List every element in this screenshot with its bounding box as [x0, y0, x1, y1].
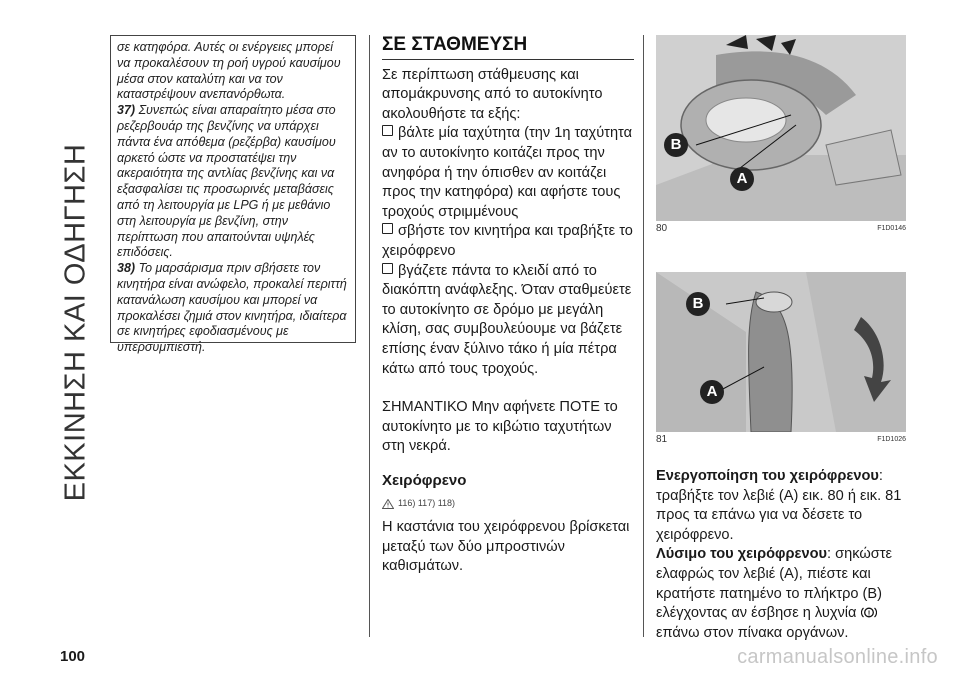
parking-step-3: βγάζετε πάντα το κλειδί από το διακόπτη ανάφλεξης. Όταν σταθμεύετε το αυτοκίνητο σε δρόμο με μεγάλη κλίση, σας συμβουλεύουμε να βάζετε επίσης έναν ξύλινο τάκο ή μία πέτρα κάτω από τους τροχούς.: [382, 262, 634, 380]
label-a-badge: A: [700, 380, 724, 404]
page-number: 100: [60, 648, 86, 665]
figure-80-image: [656, 35, 906, 221]
section-side-title: [46, 22, 106, 622]
label-b-badge: B: [686, 292, 710, 316]
handbrake-refs-text: 116) 117) 118): [398, 498, 456, 509]
release-text: : σηκώστε ελαφρώς τον λεβιέ (A), πιέστε και κρατήστε πατημένο το πλήκτρο (B) ελέγχοντας αν έσβησε η λυχνία: [656, 546, 893, 622]
figure-81-image: [656, 272, 906, 432]
note-38-text: Το μαρσάρισμα πριν σβήσετε τον κινητήρα είναι ανώφελο, προκαλεί περιττή κατανάλωση καυσίμου και μπορεί να προκαλέσει ζημιά στον κινητήρα, ιδιαίτερα σε κινητήρες εφοδιασμένους με υπερσυμπιεστή.: [117, 261, 347, 355]
figure-81-caption: [656, 434, 906, 445]
release-end: επάνω στον πίνακα οργάνων.: [656, 624, 849, 641]
brake-warning-lamp-icon: [861, 606, 877, 619]
column-divider: [369, 35, 370, 637]
parking-column: [382, 35, 634, 577]
note-37: [117, 103, 349, 261]
section-title-text: ΕΚΚΙΝΗΣΗ ΚΑΙ ΟΔΗΓΗΣΗ: [59, 143, 92, 501]
figure-81-code: F1D1026: [877, 436, 906, 443]
column-divider: [643, 35, 644, 637]
parking-step-1: βάλτε μία ταχύτητα (την 1η ταχύτητα αν το αυτοκίνητο κοιτάζει προς την ανηφόρα ή την όπισθεν αν κοιτάζει προς την κατηφόρα) και αφήστε τους τροχούς στριμμένους: [382, 124, 634, 222]
release-paragraph: [656, 545, 911, 623]
svg-text:!: !: [867, 610, 870, 618]
release-label: Λύσιμο του χειρόφρενου: [656, 546, 827, 563]
handbrake-heading: Χειρόφρενο: [382, 471, 467, 489]
handbrake-text: Η καστάνια του χειρόφρενου βρίσκεται μεταξύ των δύο μπροστινών καθισμάτων.: [382, 519, 630, 575]
figure-81-number: 81: [656, 434, 668, 445]
activate-label: Ενεργοποίηση του χειρόφρενου: [656, 468, 879, 484]
note-38: [117, 261, 349, 356]
handbrake-console-illustration: [656, 35, 906, 221]
note-intro: σε κατηφόρα. Αυτές οι ενέργειες μπορεί να προκαλέσουν τη ροή υγρού καυσίμου μέσα στον καταλύτη και να τον καταστρέψουν ανεπανόρθωτα.: [117, 40, 341, 102]
figure-80-code: F1D0146: [877, 225, 906, 232]
parking-intro: Σε περίπτωση στάθμευσης και απομάκρυνσης από το αυτοκίνητο ακολουθήστε τα εξής:: [382, 66, 603, 122]
figures-column: [656, 35, 911, 643]
handbrake-refs: [382, 494, 634, 514]
activate-text: : τραβήξτε τον λεβιέ (A) εικ. 80 ή εικ. 81 προς τα επάνω για να δέσετε το χειρόφρενο.: [656, 468, 902, 543]
note-37-text: Συνεπώς είναι απαραίτητο μέσα στο ρεζερβουάρ της βενζίνης να υπάρχει πάντα ένα απόθεμα (ρεζέρβα) καυσίμου αρκετό ώστε να προστατέψει την ακεραιότητα της αντλίας βενζίνης και να εξασφαλίσει τις προσωρινές μεταβάσεις από τη λειτουργία με LPG ή με μεθάνιο στη λειτουργία με βενζίνη, στην περίπτωση που απαιτούνται υψηλές επιδόσεις.: [117, 103, 336, 260]
note-38-label: 38): [117, 261, 136, 276]
parking-heading: ΣΕ ΣΤΑΘΜΕΥΣΗ: [382, 35, 634, 60]
label-a-badge: A: [730, 167, 754, 191]
warning-icon: [382, 499, 394, 509]
watermark: carmanualsonline.info: [737, 646, 938, 668]
activate-paragraph: [656, 467, 911, 545]
label-b-badge: B: [664, 133, 688, 157]
parking-important: ΣΗΜΑΝΤΙΚΟ Μην αφήνετε ΠΟΤΕ το αυτοκίνητο με το κιβώτιο ταχυτήτων στη νεκρά.: [382, 399, 618, 455]
parking-step-2: σβήστε τον κινητήρα και τραβήξτε το χειρόφρενο: [382, 222, 634, 261]
handbrake-instructions: [656, 467, 911, 643]
figure-80-number: 80: [656, 223, 668, 234]
note-37-label: 37): [117, 103, 136, 118]
figure-80-caption: [656, 223, 906, 234]
notes-box: [110, 35, 356, 355]
